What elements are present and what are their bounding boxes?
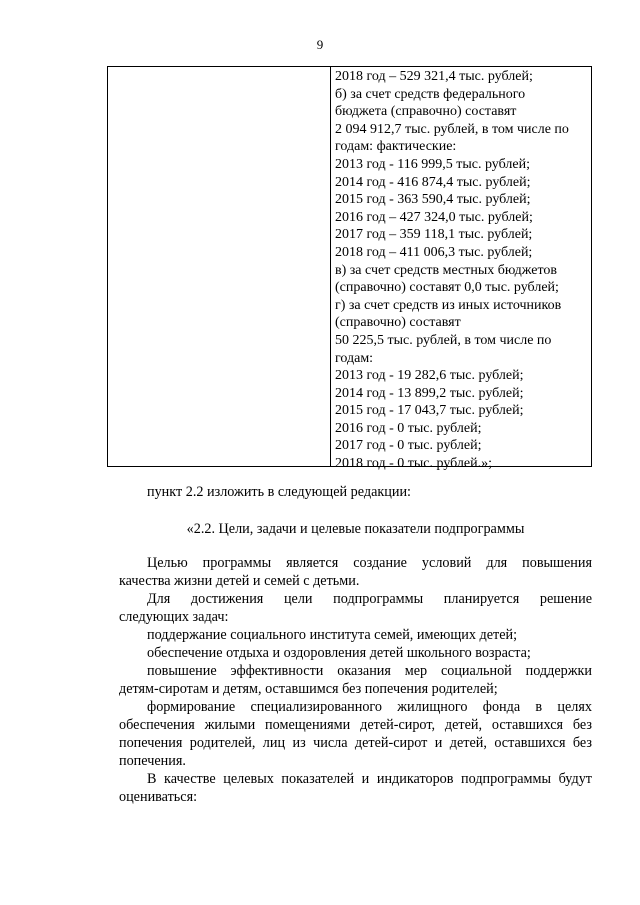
table-line: годам: фактические: [335,139,457,155]
section-heading: «2.2. Цели, задачи и целевые показатели подпрограммы [186,521,525,537]
intro-paragraph [119,483,592,501]
text-line: качества жизни детей и семей с детьми. [119,573,360,589]
text-line: оцениваться: [119,789,198,805]
table-line: 2013 год - 19 282,6 тыс. рублей; [335,368,524,384]
table-line: 2018 год – 411 006,3 тыс. рублей; [335,244,533,260]
table-line: (справочно) составят [335,315,461,331]
table-line: г) за счет средств из иных источников [335,297,562,313]
table-right-cell [331,67,591,472]
table-line: 2014 год - 13 899,2 тыс. рублей; [335,385,524,401]
table-line: 2015 год - 17 043,7 тыс. рублей; [335,403,524,419]
table-line: 2015 год - 363 590,4 тыс. рублей; [335,192,531,208]
table-line: (справочно) составят 0,0 тыс. рублей; [335,280,559,296]
text-line: детям-сиротам и детям, оставшимся без попечения родителей; [119,681,498,697]
page-number: 9 [316,37,324,52]
table-line: 2016 год - 0 тыс. рублей; [335,420,482,436]
table-line: 2016 год – 427 324,0 тыс. рублей; [335,209,533,225]
text-line: обеспечение отдыха и оздоровления детей школьного возраста; [147,645,531,661]
intro-line: пункт 2.2 изложить в следующей редакции: [147,484,411,500]
text-line: следующих задач: [119,609,229,625]
table-line: 2018 год - 0 тыс. рублей.»; [335,456,493,472]
table-line: годам: [335,350,374,366]
table-line: 2017 год - 0 тыс. рублей; [335,438,482,454]
text-line: формирование специализированного жилищного фонда в целях [147,699,592,715]
table-line: 2014 год - 416 874,4 тыс. рублей; [335,174,531,190]
text-line: Для достижения цели подпрограммы планируется решение [147,591,592,607]
table-line: бюджета (справочно) составят [335,104,517,120]
funding-table [107,66,592,472]
table-line: в) за счет средств местных бюджетов [335,262,558,278]
text-line: обеспечения жилыми помещениями детей-сирот, детей, оставшихся без [119,717,592,733]
table-line: 2 094 912,7 тыс. рублей, в том числе по [335,121,569,137]
text-line: попечения родителей, лиц из числа детей-сирот и детей, оставшихся без [119,735,592,751]
table-left-cell [108,67,331,466]
section-heading-block [119,520,592,538]
text-line: Целью программы является создание условий для повышения [147,555,592,571]
text-line: попечения. [119,753,186,769]
table-line: 2018 год – 529 321,4 тыс. рублей; [335,69,533,84]
main-text [119,554,592,806]
table-line: 50 225,5 тыс. рублей, в том числе по [335,332,552,348]
text-line: повышение эффективности оказания мер социальной поддержки [147,663,592,679]
text-line: поддержание социального института семей, имеющих детей; [147,627,518,643]
text-line: В качестве целевых показателей и индикаторов подпрограммы будут [147,771,592,787]
table-line: 2017 год – 359 118,1 тыс. рублей; [335,227,533,243]
table-line: 2013 год - 116 999,5 тыс. рублей; [335,156,530,172]
table-line: б) за счет средств федерального [335,86,526,102]
